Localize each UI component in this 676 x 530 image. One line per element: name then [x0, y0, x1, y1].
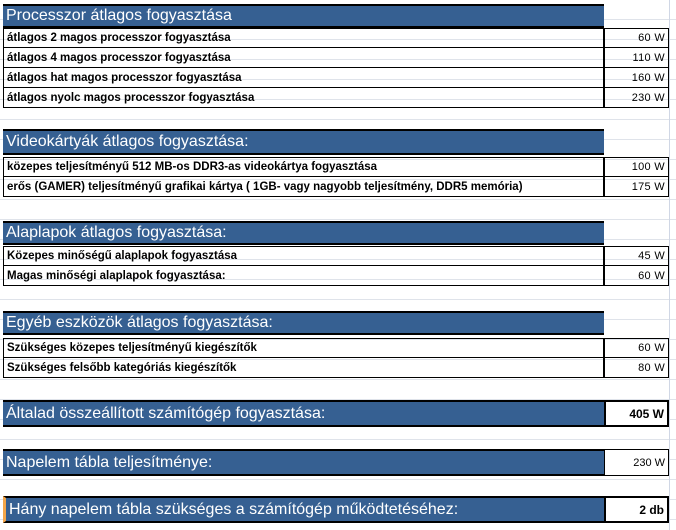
section-header-videocard[interactable] — [0, 129, 676, 155]
total-consumption-row[interactable] — [0, 400, 676, 427]
total-value[interactable]: 405 W — [604, 400, 669, 427]
total-label: Általad összeállított számítógép fogyasztása: — [3, 400, 604, 427]
total-label: Hány napelem tábla szükséges a számítógép működtetéséhez: — [3, 496, 604, 523]
panels-needed-row[interactable] — [0, 496, 676, 523]
row-label[interactable]: Szükséges felsőbb kategóriás kiegészítők — [3, 358, 604, 378]
table-row[interactable] — [0, 28, 676, 48]
row-label[interactable]: átlagos nyolc magos processzor fogyasztása — [3, 88, 604, 108]
section-title: Alaplapok átlagos fogyasztása: — [3, 221, 604, 245]
row-value[interactable]: 175 W — [604, 177, 669, 197]
total-value[interactable]: 230 W — [604, 449, 669, 476]
row-value[interactable]: 160 W — [604, 68, 669, 88]
row-label[interactable]: közepes teljesítményű 512 MB-os DDR3-as videokártya fogyasztása — [3, 157, 604, 177]
section-header-processor[interactable] — [0, 4, 676, 28]
section-title: Processzor átlagos fogyasztása — [3, 4, 604, 28]
row-value[interactable]: 110 W — [604, 48, 669, 68]
row-label[interactable]: átlagos 2 magos processzor fogyasztása — [3, 28, 604, 48]
row-label[interactable]: átlagos 4 magos processzor fogyasztása — [3, 48, 604, 68]
row-value[interactable]: 100 W — [604, 157, 669, 177]
table-row[interactable] — [0, 68, 676, 88]
row-value[interactable]: 60 W — [604, 266, 669, 286]
section-header-other[interactable] — [0, 311, 676, 335]
section-title: Videokártyák átlagos fogyasztása: — [3, 129, 604, 155]
row-label[interactable]: Közepes minőségű alaplapok fogyasztása — [3, 246, 604, 266]
table-row[interactable] — [0, 157, 676, 177]
total-value[interactable]: 2 db — [604, 496, 669, 523]
table-row[interactable] — [0, 48, 676, 68]
table-row[interactable] — [0, 88, 676, 108]
table-row[interactable] — [0, 177, 676, 197]
row-value[interactable]: 230 W — [604, 88, 669, 108]
section-title: Egyéb eszközök átlagos fogyasztása: — [3, 311, 604, 335]
section-header-motherboard[interactable] — [0, 221, 676, 245]
table-row[interactable] — [0, 338, 676, 358]
row-label[interactable]: Szükséges közepes teljesítményű kiegészítők — [3, 338, 604, 358]
row-value[interactable]: 60 W — [604, 338, 669, 358]
total-label: Napelem tábla teljesítménye: — [3, 449, 604, 476]
row-value[interactable]: 80 W — [604, 358, 669, 378]
row-label[interactable]: átlagos hat magos processzor fogyasztása — [3, 68, 604, 88]
table-row[interactable] — [0, 358, 676, 378]
row-value[interactable]: 60 W — [604, 28, 669, 48]
solar-panel-power-row[interactable] — [0, 449, 676, 476]
row-label[interactable]: erős (GAMER) teljesítményű grafikai kártya ( 1GB- vagy nagyobb teljesítmény, DDR5 memória) — [3, 177, 604, 197]
table-row[interactable] — [0, 266, 676, 286]
table-row[interactable] — [0, 246, 676, 266]
row-label[interactable]: Magas minőségi alaplapok fogyasztása: — [3, 266, 604, 286]
row-value[interactable]: 45 W — [604, 246, 669, 266]
